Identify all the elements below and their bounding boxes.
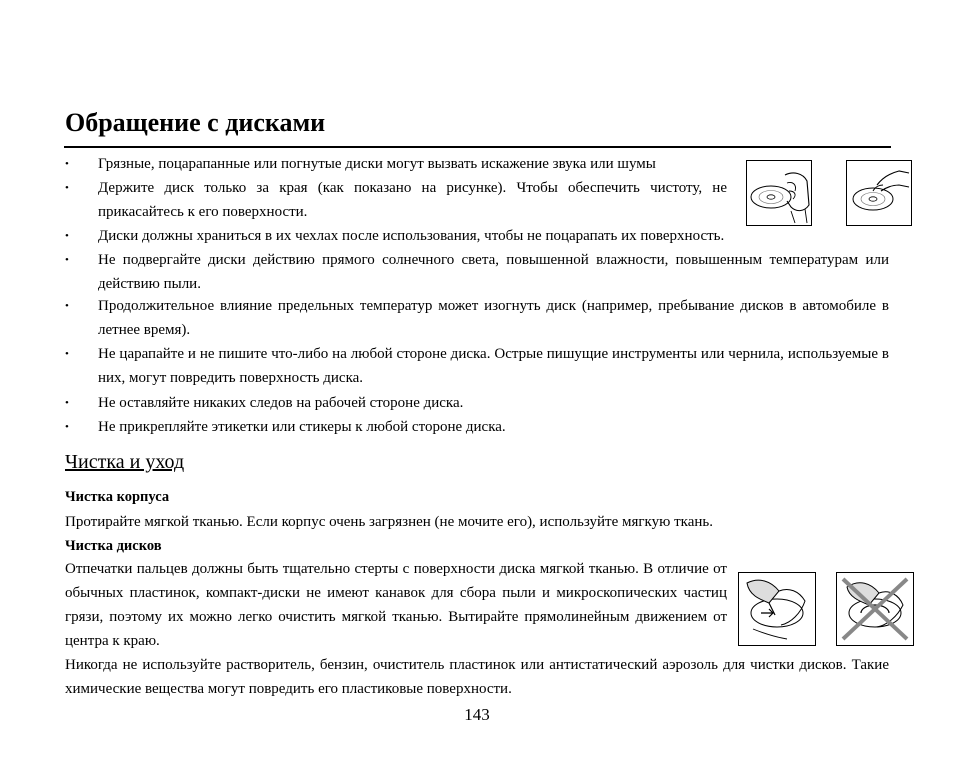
wipe-correct-illustration: [738, 572, 816, 646]
list-item: [65, 415, 889, 439]
list-item: [65, 152, 727, 176]
bullet-icon: •: [65, 158, 69, 170]
bullet-icon: •: [65, 182, 69, 194]
list-item-text: Не прикрепляйте этикетки или стикеры к любой стороне диска.: [98, 419, 506, 435]
list-item-text: Диски должны храниться в их чехлах после использования, чтобы не поцарапать их поверхность.: [98, 228, 725, 244]
bullet-icon: •: [65, 397, 69, 409]
wipe-wrong-illustration: [836, 572, 914, 646]
subsection-heading-discs: Чистка дисков: [65, 538, 162, 554]
list-item-text: Грязные, поцарапанные или погнутые диски могут вызвать искажение звука или шумы: [98, 156, 656, 172]
list-item: [65, 391, 889, 415]
bullet-icon: •: [65, 230, 69, 242]
list-item-text: Продолжительное влияние предельных температур может изогнуть диск (например, пребывание дисков в автомобиле в летнее время).: [98, 298, 889, 338]
bullet-icon: •: [65, 421, 69, 433]
list-item-text: Не подвергайте диски действию прямого солнечного света, повышенной влажности, повышенным температурам или действию пыли.: [98, 252, 889, 292]
list-item: [65, 294, 889, 342]
bullet-icon: •: [65, 254, 69, 266]
title-divider: [64, 146, 891, 148]
subsection-heading-body: Чистка корпуса: [65, 489, 170, 505]
page-number: 143: [464, 705, 490, 724]
section-heading: Чистка и уход: [65, 451, 185, 473]
bullet-icon: •: [65, 348, 69, 360]
disc-fingers-icon: [847, 161, 911, 225]
page-title: Обращение с дисками: [65, 108, 326, 137]
body-cleaning-text: Протирайте мягкой тканью. Если корпус очень загрязнен (не мочите его), используйте мягкую ткань.: [65, 514, 713, 530]
list-item: [65, 248, 889, 296]
list-item-text: Не царапайте и не пишите что-либо на любой стороне диска. Острые пишущие инструменты или чернила, используемые в них, могут повредить поверхность диска.: [98, 346, 889, 386]
disc-holding-illustration: [746, 160, 812, 226]
disc-hand-icon: [747, 161, 811, 225]
disc-edge-illustration: [846, 160, 912, 226]
bullet-icon: •: [65, 300, 69, 312]
warning-text: Никогда не используйте растворитель, бензин, очиститель пластинок или антистатический аэрозоль для чистки дисков. Такие химические вещества могут повредить его пластиковые поверхности.: [65, 657, 889, 697]
list-item-text: Держите диск только за края (как показано на рисунке). Чтобы обеспечить чистоту, не прикасайтесь к его поверхности.: [98, 180, 727, 220]
list-item-text: Не оставляйте никаких следов на рабочей стороне диска.: [98, 395, 464, 411]
cloth-wipe-icon: [739, 573, 815, 645]
disc-cleaning-text: Отпечатки пальцев должны быть тщательно стерты с поверхности диска мягкой тканью. В отличие от обычных пластинок, компакт-диски не имеют канавок для сбора пыли и микроскопических частиц грязи, поэтому их можно легко очистить мягкой тканью. Вытирайте прямолинейным движением от центра к краю.: [65, 561, 727, 649]
wrong-wipe-icon: [837, 573, 913, 645]
list-item: [65, 224, 889, 248]
list-item: [65, 176, 727, 224]
list-item: [65, 342, 889, 390]
